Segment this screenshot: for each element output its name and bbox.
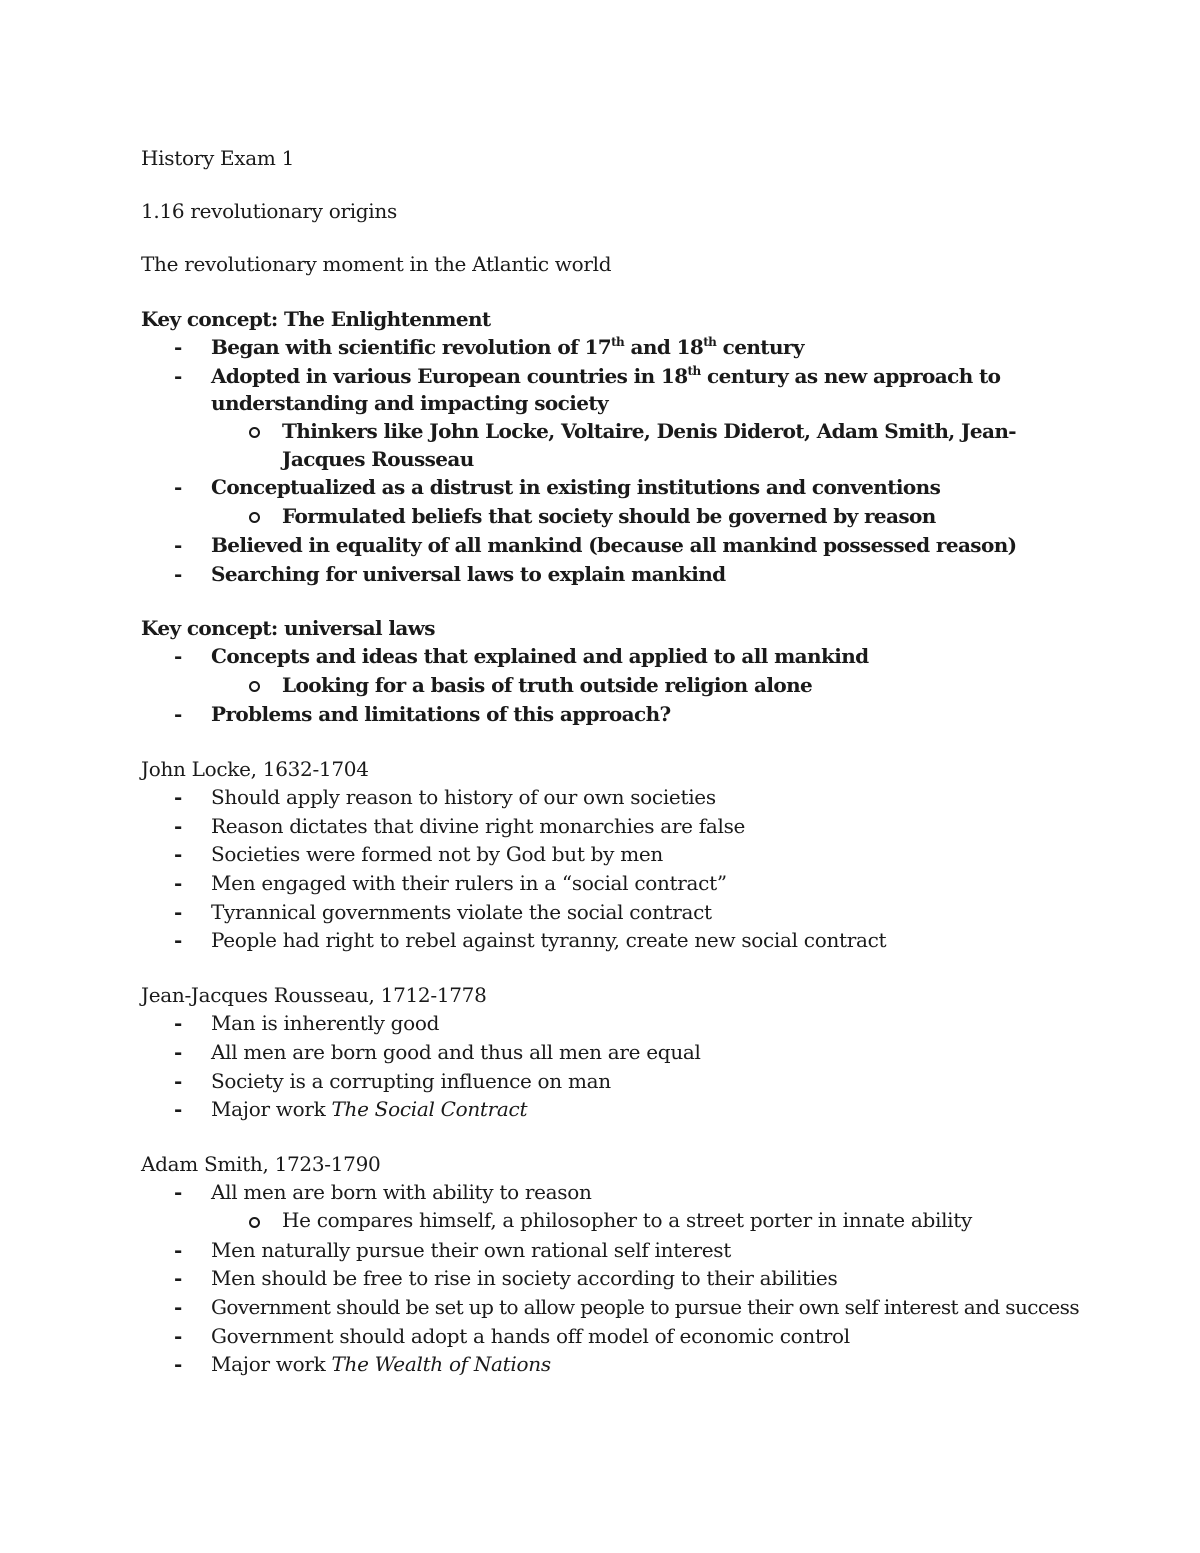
lecture-subtitle: The revolutionary moment in the Atlantic world	[141, 252, 612, 276]
bullet-dash: -	[174, 1097, 183, 1121]
list-item: Men engaged with their rulers in a “social contract”	[211, 871, 727, 895]
list-item: Conceptualized as a distrust in existing institutions and conventions	[211, 475, 941, 499]
bullet-dash: -	[174, 702, 183, 726]
list-item: Major work The Social Contract	[211, 1097, 528, 1121]
bullet-dash: -	[174, 1180, 183, 1204]
bullet-dash: -	[174, 364, 183, 388]
list-item: Society is a corrupting influence on man	[211, 1069, 611, 1093]
bullet-dash: -	[174, 335, 183, 359]
bullet-dash: -	[174, 644, 183, 668]
document-title: History Exam 1	[141, 146, 295, 170]
bullet-dash: -	[174, 533, 183, 557]
sub-list-item: Looking for a basis of truth outside religion alone	[282, 673, 813, 697]
list-item: All men are born with ability to reason	[211, 1180, 592, 1204]
bullet-dash: -	[174, 1324, 183, 1348]
list-item: Men naturally pursue their own rational self interest	[211, 1238, 731, 1262]
book-title: The Social Contract	[331, 1097, 528, 1121]
list-item: Government should be set up to allow people to pursue their own self interest and success	[211, 1295, 1079, 1319]
sub-list-item-continuation: Jacques Rousseau	[282, 447, 474, 471]
list-item: Man is inherently good	[211, 1011, 440, 1035]
bullet-dash: -	[174, 842, 183, 866]
bullet-dash: -	[174, 475, 183, 499]
list-item: All men are born good and thus all men are equal	[211, 1040, 701, 1064]
list-item: Should apply reason to history of our own societies	[211, 785, 716, 809]
bullet-dash: -	[174, 871, 183, 895]
section-heading-rousseau: Jean-Jacques Rousseau, 1712-1778	[141, 983, 487, 1007]
bullet-dash: -	[174, 1295, 183, 1319]
list-item: Societies were formed not by God but by men	[211, 842, 664, 866]
bullet-dash: -	[174, 928, 183, 952]
list-item: People had right to rebel against tyranny, create new social contract	[211, 928, 887, 952]
sub-list-item: Thinkers like John Locke, Voltaire, Denis Diderot, Adam Smith, Jean-	[282, 419, 1016, 443]
bullet-dash: -	[174, 1238, 183, 1262]
bullet-dash: -	[174, 1011, 183, 1035]
lecture-topic: 1.16 revolutionary origins	[141, 199, 397, 223]
bullet-dash: -	[174, 1040, 183, 1064]
section-heading-universal-laws: Key concept: universal laws	[141, 616, 435, 640]
circle-bullet-icon	[249, 681, 260, 692]
list-item: Concepts and ideas that explained and applied to all mankind	[211, 644, 869, 668]
list-item: Reason dictates that divine right monarchies are false	[211, 814, 746, 838]
bullet-dash: -	[174, 1352, 183, 1376]
list-item-continuation: understanding and impacting society	[211, 391, 609, 415]
list-item: Searching for universal laws to explain mankind	[211, 562, 726, 586]
bullet-dash: -	[174, 1069, 183, 1093]
bullet-dash: -	[174, 1266, 183, 1290]
section-heading-enlightenment: Key concept: The Enlightenment	[141, 307, 491, 331]
list-item: Adopted in various European countries in 18th century as new approach to	[211, 364, 1001, 388]
section-heading-locke: John Locke, 1632-1704	[141, 757, 369, 781]
circle-bullet-icon	[249, 1217, 260, 1228]
bullet-dash: -	[174, 562, 183, 586]
sub-list-item: Formulated beliefs that society should be governed by reason	[282, 504, 936, 528]
circle-bullet-icon	[249, 427, 260, 438]
list-item: Believed in equality of all mankind (because all mankind possessed reason)	[211, 533, 1017, 557]
list-item: Tyrannical governments violate the social contract	[211, 900, 712, 924]
sub-list-item: He compares himself, a philosopher to a street porter in innate ability	[282, 1208, 973, 1232]
list-item: Problems and limitations of this approach?	[211, 702, 671, 726]
section-heading-smith: Adam Smith, 1723-1790	[141, 1152, 381, 1176]
circle-bullet-icon	[249, 512, 260, 523]
book-title: The Wealth of Nations	[331, 1352, 551, 1376]
list-item: Men should be free to rise in society according to their abilities	[211, 1266, 838, 1290]
bullet-dash: -	[174, 785, 183, 809]
bullet-dash: -	[174, 814, 183, 838]
list-item: Began with scientific revolution of 17th and 18th century	[211, 335, 804, 359]
list-item: Government should adopt a hands off model of economic control	[211, 1324, 850, 1348]
list-item: Major work The Wealth of Nations	[211, 1352, 551, 1376]
bullet-dash: -	[174, 900, 183, 924]
